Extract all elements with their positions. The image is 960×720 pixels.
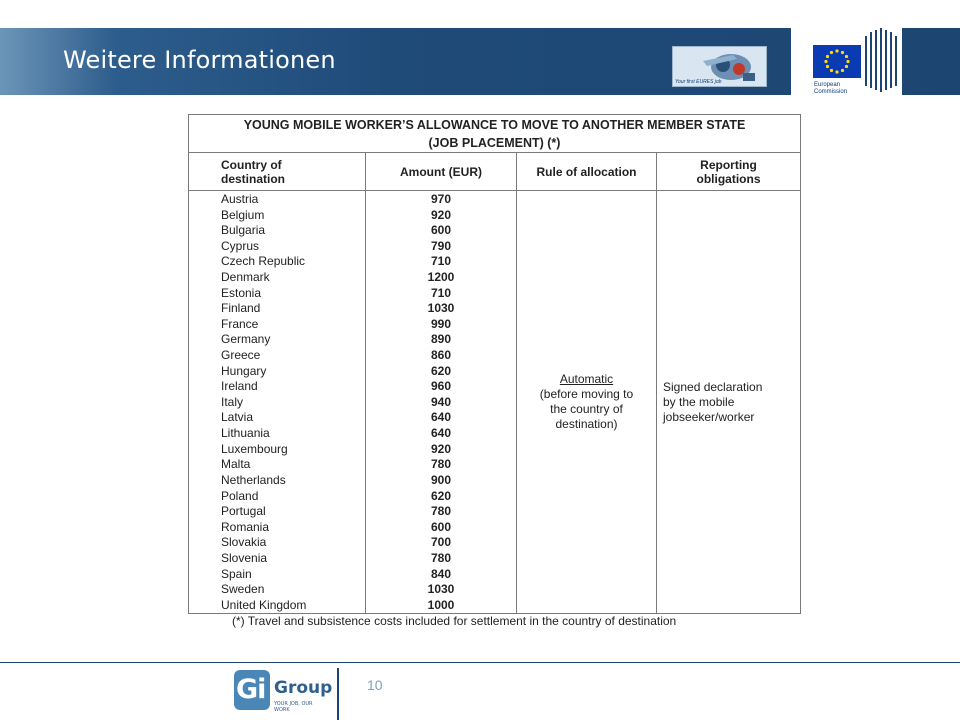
header-amount: Amount (EUR) xyxy=(366,153,517,191)
allowance-amount: 600 xyxy=(366,222,517,238)
country-name: Bulgaria xyxy=(189,222,366,238)
rule-of-allocation: Automatic (before moving to the country of destination) xyxy=(517,191,657,614)
allowance-amount: 700 xyxy=(366,535,517,551)
allowance-amount: 620 xyxy=(366,488,517,504)
country-name: Slovenia xyxy=(189,550,366,566)
country-name: Denmark xyxy=(189,269,366,285)
country-name: Spain xyxy=(189,566,366,582)
footer-divider-line xyxy=(0,662,960,663)
allowance-amount: 790 xyxy=(366,238,517,254)
allowance-amount: 920 xyxy=(366,207,517,223)
gi-logo-mark-text: Gi xyxy=(236,674,266,705)
country-name: Netherlands xyxy=(189,472,366,488)
table-footnote: (*) Travel and subsistence costs included for settlement in the country of destination xyxy=(232,614,677,628)
allowance-amount: 620 xyxy=(366,363,517,379)
allowance-amount: 990 xyxy=(366,316,517,332)
allowance-amount: 1000 xyxy=(366,597,517,614)
allowance-amount: 640 xyxy=(366,410,517,426)
eu-flag-icon xyxy=(813,45,861,78)
country-name: France xyxy=(189,316,366,332)
allowance-amount: 1030 xyxy=(366,300,517,316)
allowance-amount: 780 xyxy=(366,457,517,473)
eures-caption: Your first EURES job xyxy=(675,79,722,85)
page-number: 10 xyxy=(367,677,383,693)
header-country: Country of destination xyxy=(189,153,366,191)
country-name: Lithuania xyxy=(189,425,366,441)
country-name: Poland xyxy=(189,488,366,504)
country-name: Ireland xyxy=(189,378,366,394)
allowance-amount: 600 xyxy=(366,519,517,535)
reporting-obligations: Signed declaration by the mobile jobseeker/worker xyxy=(657,191,801,614)
country-name: Sweden xyxy=(189,581,366,597)
ec-caption: European Commission xyxy=(814,82,848,95)
country-name: Romania xyxy=(189,519,366,535)
allowance-amount: 840 xyxy=(366,566,517,582)
allowance-amount: 1200 xyxy=(366,269,517,285)
country-name: Greece xyxy=(189,347,366,363)
country-name: Slovakia xyxy=(189,535,366,551)
allowance-amount: 900 xyxy=(366,472,517,488)
country-name: Finland xyxy=(189,300,366,316)
gi-logo-group-text: Group xyxy=(274,678,333,698)
country-name: Czech Republic xyxy=(189,254,366,270)
table-title: YOUNG MOBILE WORKER’S ALLOWANCE TO MOVE TO ANOTHER MEMBER STATE (JOB PLACEMENT) (*) xyxy=(189,115,801,153)
footer-vertical-divider xyxy=(337,668,339,720)
allowance-amount: 970 xyxy=(366,191,517,207)
country-name: Estonia xyxy=(189,285,366,301)
allowance-amount: 1030 xyxy=(366,581,517,597)
country-name: Belgium xyxy=(189,207,366,223)
ec-building-icon xyxy=(861,28,902,95)
allowance-amount: 640 xyxy=(366,425,517,441)
table-row xyxy=(189,191,801,207)
country-name: Cyprus xyxy=(189,238,366,254)
country-name: Germany xyxy=(189,332,366,348)
country-name: Luxembourg xyxy=(189,441,366,457)
gi-group-logo xyxy=(234,670,333,713)
country-name: Italy xyxy=(189,394,366,410)
allowance-amount: 940 xyxy=(366,394,517,410)
allowance-amount: 860 xyxy=(366,347,517,363)
gi-logo-tagline: YOUR JOB, OUR WORK xyxy=(274,701,313,713)
country-name: Malta xyxy=(189,457,366,473)
table-header-row xyxy=(189,153,801,191)
country-name: Latvia xyxy=(189,410,366,426)
country-name: Portugal xyxy=(189,503,366,519)
header-rule: Rule of allocation xyxy=(517,153,657,191)
allowance-amount: 710 xyxy=(366,254,517,270)
allowance-amount: 960 xyxy=(366,378,517,394)
allowance-amount: 920 xyxy=(366,441,517,457)
slide-title: Weitere Informationen xyxy=(63,46,336,74)
country-name: United Kingdom xyxy=(189,597,366,614)
allowance-amount: 710 xyxy=(366,285,517,301)
eures-logo xyxy=(672,46,767,87)
allowance-table xyxy=(188,114,801,614)
header-reporting: Reporting obligations xyxy=(657,153,801,191)
country-name: Hungary xyxy=(189,363,366,379)
allowance-amount: 780 xyxy=(366,550,517,566)
table-title-row xyxy=(189,115,801,153)
allowance-amount: 780 xyxy=(366,503,517,519)
country-name: Austria xyxy=(189,191,366,207)
allowance-amount: 890 xyxy=(366,332,517,348)
